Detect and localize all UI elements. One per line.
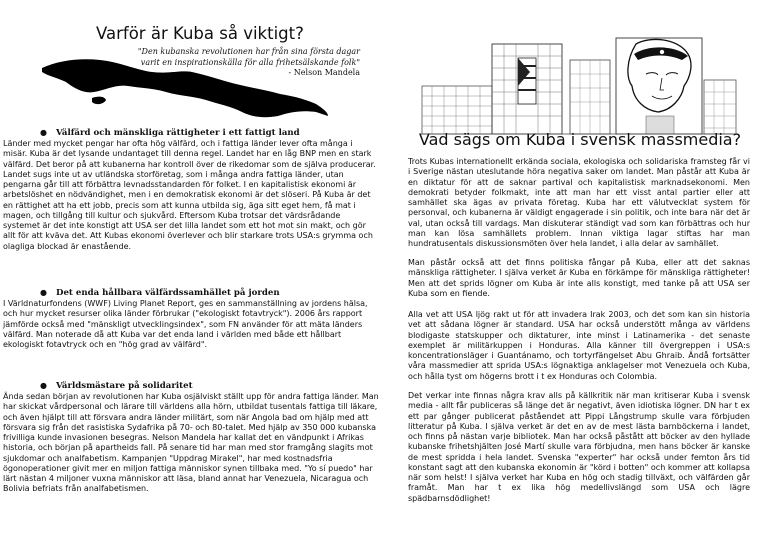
revolution-square-photo [420, 30, 738, 136]
right-paragraph-3: Alla vet att USA ljög rakt ut för att invadera Irak 2003, och det som kan sin historia vet att sådana lögner är standard. USA har också understött många av världens blodigaste statskupper och diktaturer, inte minst i Latinamerika - det senaste exemplet är militärkuppen i Honduras. Alla känner till övergreppen i USA:s koncentrationsläger i Guantánamo, och tortyrfängelset Abu Ghraib. Ändå fortsätter våra massmedier att sprida USA:s lögnaktiga anklagelser mot Venezuela och Kuba, och hålla tyst om högerns brott i t ex Honduras och Colombia. [408, 310, 750, 381]
bullet-icon: ● [40, 380, 47, 390]
page-title: Varför är Kuba så viktigt? [96, 24, 304, 43]
section-text-sustainable: I Världnaturfondens (WWF) Living Planet Report, ges en sammanställning av jordens hälsa, och hur mycket resurser olika länder förbrukar ("ekologiskt fotavtryck"). 2006 års rapport jämförde också med "mänskligt utvecklingsindex", som FN använder för att mäta länders välfärd. Man noterade då att Kuba var det enda land i världen med både ett hållbart ekologiskt fotavtryck och en "hög grad av välfärd". [3, 299, 368, 349]
section-text-solidarity: Ända sedan början av revolutionen har Kuba osjälviskt ställt upp för andra fattiga länder. Man har skickat vårdpersonal och lärare till världens alla hörn, utbildat tusentals fattiga till läkare, och även hjälpt till att försvara andra länder militärt, som när Angola bad om hjälp med att försvara sig från det rasistiska Sydafrika på 70- och 80-talet. Med hjälp av 350 000 kubanska frivilliga kunde invasionen besegras. Nelson Mandela har kallat det en vändpunkt i Afrikas historia, och början på apartheids fall. På senare tid har man med stor framgång slagits mot sjukdomar och analfabetism. Kampanjen "Uppdrag Mirakel", har med kostnadsfria ögonoperationer givit mer en miljon fattiga människor synen tillbaka med. "Yo sí puedo" har lärt nästan 4 miljoner vuxna människor att läsa, bland annat har Venezuela, Nicaragua och Bolivia befriats från analfabetismen. [3, 392, 379, 494]
right-page-title: Vad sägs om Kuba i svensk massmedia? [418, 130, 742, 149]
bullet-icon: ● [40, 127, 47, 137]
right-paragraph-1: Trots Kubas internationellt erkända sociala, ekologiska och solidariska framsteg får vi i Sverige nästan uteslutande höra negativa saker om landet. Man påstår att Kuba är en diktatur för att de saknar partival och kapitalistisk marknadsekonomi. Men demokrati betyder folkmakt, inte att man har ett visst antal partier eller att samhället ska ägas av privata företag. Kuba har ett välutvecklat system för personval, och kubanerna är väldigt engagerade i sin politik, och inte bara när det är val, utan också till vardags. Man diskuterar ständigt vad som kan förbättras och hur man kan lösa samhällets problem. Innan viktiga lagar stiftas har man hundratusentals diskussionsmöten över hela landet, i alla delar av samhället. [408, 157, 750, 248]
quote-author: - Nelson Mandela [288, 68, 360, 77]
right-paragraph-2: Man påstår också att det finns politiska fångar på Kuba, eller att det saknas mänskliga rättigheter. I själva verket är Kuba en förkämpe för mänskliga rättigheter! Men att det sprids lögner om Kuba är inte alls konstigt, med tanke på att USA ser Kuba som en fiende. [408, 258, 750, 298]
section-text-welfare: Länder med mycket pengar har ofta hög välfärd, och i fattiga länder lever ofta många i misär. Kuba är det lysande undantaget till denna regel. Landet har en låg BNP men en stark välfärd. Det beror på att kubanerna har kontroll över de rikedomar som de själva producerar. Landet sugs inte ut av utländska storföretag, som i många andra fattiga länder, utan pengarna går till att förbättra levnadsstandarden för folket. I en kapitalistisk ekonomi är arbetslöshet en nödvändighet, men i en demokratisk ekonomi är det slöseri. På Kuba är det en rättighet att ha ett jobb, precis som att kunna utbilda sig, äga sitt eget hem, få mat i magen, och tillgång till kultur och sjukvård. Eftersom Kuba trotsar det värdsrådande systemet är det inte konstigt att USA ser det lilla landet som ett hot mot sin makt, och gör allt för att kväva det. Att Kubas ekonomi överlever och blir starkare trots USA:s grymma och olagliga blockad är enastående. [3, 139, 376, 251]
right-paragraph-4: Det verkar inte finnas några krav alls på källkritik när man kritiserar Kuba i svensk media - allt får publiceras så länge det är negativt, även idiotiska lögner. DN har t ex ett par gånger publicerat påståendet att Pippi Långstrump skulle vara förbjuden litteratur på Kuba. I själva verket är det en av de mest lästa barnböckerna i landet, och finns på nästan varje bibliotek. Man har också påstått att böcker av den hyllade kubanske frihetshjälten José Martí skulle vara förbjudna, men hans böcker är kanske de mest spridda i hela landet. Svenska "experter" har också under femton års tid konstant sagt att den kubanska ekonomin är "körd i botten" och kommer att kollapsa när som helst! I själva verket har Kuba en hög och stadig tillväxt, och välfärden går framåt. Man har t ex lika hög medellivslängd som USA och lägre spädbarnsdödlighet! [408, 391, 750, 503]
bullet-icon: ● [40, 287, 47, 297]
mandela-quote: "Den kubanska revolutionen har från sina första dagar varit en inspirationskälla för alla frihetsälskande folk" [137, 47, 360, 67]
